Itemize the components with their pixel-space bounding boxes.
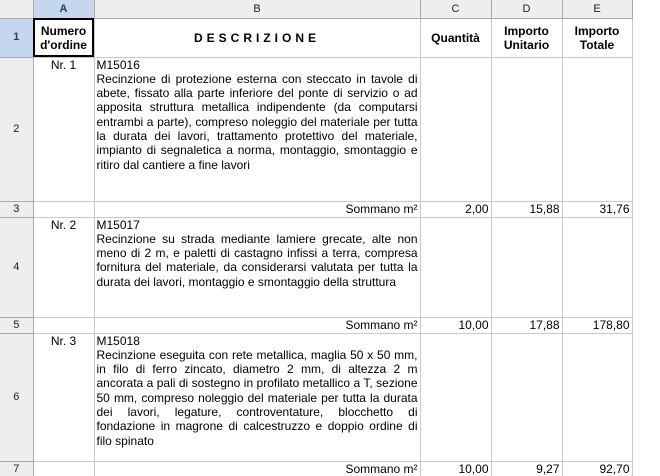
- cell-d1-importo-unitario[interactable]: [491, 18, 562, 57]
- item-code: M15016: [96, 57, 140, 72]
- cell-a4-ordine[interactable]: Nr. 2: [33, 217, 94, 317]
- cell-d4[interactable]: [491, 217, 562, 317]
- unitario-label: Unitario: [503, 37, 550, 52]
- cell-a2-ordine[interactable]: Nr. 1: [33, 57, 94, 201]
- row-header-4[interactable]: 4: [0, 217, 33, 317]
- cell-c2[interactable]: [420, 57, 491, 201]
- numero-label: Numero: [40, 23, 87, 38]
- importo-label: Importo: [574, 23, 620, 38]
- cell-b7-sommano[interactable]: Sommano m²: [94, 461, 420, 476]
- cell-c6[interactable]: [420, 333, 491, 461]
- cell-e2[interactable]: [562, 57, 632, 201]
- cell-d7-unitario[interactable]: 9,27: [491, 461, 562, 476]
- column-header-b[interactable]: B: [94, 0, 420, 18]
- column-header-d[interactable]: D: [491, 0, 562, 18]
- cell-e7-totale[interactable]: 92,70: [562, 461, 632, 476]
- cell-b2-description[interactable]: [94, 57, 420, 201]
- cell-a6-ordine[interactable]: Nr. 3: [33, 333, 94, 461]
- cell-a5[interactable]: [33, 317, 94, 333]
- cell-e6[interactable]: [562, 333, 632, 461]
- item-description: Recinzione su strada mediante lamiere grecate, alte non meno di 2 m, e paletti di castagno infissi a terra, compresa fornitura del materiale, da considerarsi valutata per tutta la durata dei lavori, montaggio e smontaggio della struttura: [96, 231, 418, 289]
- cell-e5-totale[interactable]: 178,80: [562, 317, 632, 333]
- totale-label: Totale: [579, 37, 615, 52]
- cell-e1-importo-totale[interactable]: [562, 18, 632, 57]
- item-description: Recinzione eseguita con rete metallica, maglia 50 x 50 mm, in filo di ferro zincato, diametro 2 mm, di altezza 2 m ancorata a pali di sostegno in profilato metallico a T, sezione 50 mm, compreso noleggio del materiale per tutta la durata dei lavori, legature, controventature, blocchetto di fondazione in magrone di calcestruzzo e doppio ordine di filo spinato: [96, 347, 418, 448]
- row-header-1[interactable]: 1: [0, 18, 33, 57]
- cell-c1-quantita[interactable]: Quantità: [420, 18, 491, 57]
- cell-a1-numero-ordine[interactable]: [33, 18, 94, 57]
- cell-c5-quantita[interactable]: 10,00: [420, 317, 491, 333]
- column-header-c[interactable]: C: [420, 0, 491, 18]
- select-all-corner[interactable]: [0, 0, 33, 18]
- cell-d2[interactable]: [491, 57, 562, 201]
- row-header-7[interactable]: 7: [0, 461, 33, 476]
- cell-d6[interactable]: [491, 333, 562, 461]
- cell-d5-unitario[interactable]: 17,88: [491, 317, 562, 333]
- cell-b3-sommano[interactable]: Sommano m²: [94, 201, 420, 217]
- row-header-2[interactable]: 2: [0, 57, 33, 201]
- column-header-a[interactable]: A: [33, 0, 94, 18]
- row-header-6[interactable]: 6: [0, 333, 33, 461]
- cell-b5-sommano[interactable]: Sommano m²: [94, 317, 420, 333]
- cell-a7[interactable]: [33, 461, 94, 476]
- item-code: M15018: [96, 333, 140, 348]
- cell-c7-quantita[interactable]: 10,00: [420, 461, 491, 476]
- cell-c3-quantita[interactable]: 2,00: [420, 201, 491, 217]
- importo-label: Importo: [504, 23, 549, 38]
- cell-b4-description[interactable]: [94, 217, 420, 317]
- cell-b6-description[interactable]: [94, 333, 420, 461]
- row-header-5[interactable]: 5: [0, 317, 33, 333]
- ordine-label: d'ordine: [40, 37, 87, 52]
- item-code: M15017: [96, 217, 140, 232]
- cell-c4[interactable]: [420, 217, 491, 317]
- cell-b1-descrizione[interactable]: DESCRIZIONE: [94, 18, 420, 57]
- cell-d3-unitario[interactable]: 15,88: [491, 201, 562, 217]
- cell-e3-totale[interactable]: 31,76: [562, 201, 632, 217]
- cell-a3[interactable]: [33, 201, 94, 217]
- cell-e4[interactable]: [562, 217, 632, 317]
- item-description: Recinzione di protezione esterna con steccato in tavole di abete, fissato alla parte inferiore del ponte di servizio o ad apposita struttura metallica indipendente (da computarsi entrambi a parte), compreso noleggio del materiale per tutta la durata dei lavori, trattamento protettivo del materiale, impianto di segnaletica a norma, montaggio, smontaggio e ritiro dal cantiere a fine lavori: [96, 71, 418, 172]
- row-header-3[interactable]: 3: [0, 201, 33, 217]
- column-header-e[interactable]: E: [562, 0, 632, 18]
